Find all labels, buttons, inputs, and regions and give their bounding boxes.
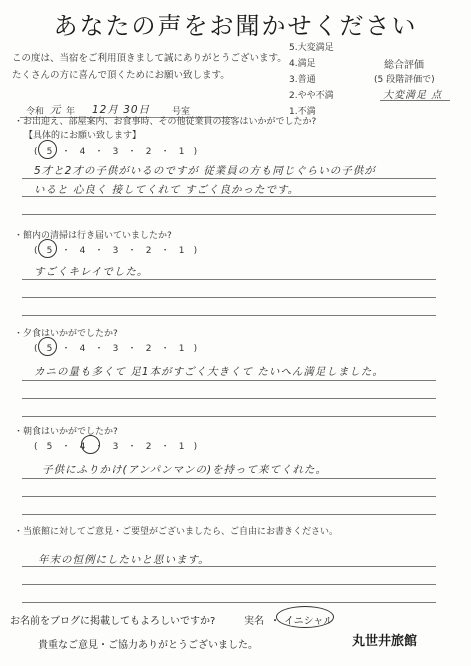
answer-line [22,514,436,515]
rating-option[interactable]: 4 [79,147,86,157]
answer-text-breakfast: 子供にふりかけ(アンパンマンの)を持って来てくれた。 [42,464,328,476]
rating-option[interactable]: 3 [112,344,119,354]
room-label: 号室 [172,107,191,117]
inn-name: 丸世井旅館 [352,634,418,649]
answer-text-cleaning: すごくキレイでした。 [34,266,149,278]
rating-option[interactable]: 5 [46,344,53,354]
rating-option[interactable]: 3 [112,147,119,157]
answer-line [22,602,436,603]
rating-option[interactable]: 5 [46,147,53,157]
answer-text-requests: 年末の恒例にしたいと思います。 [38,554,210,566]
rating-option[interactable]: 1 [178,246,185,256]
answer-line [22,566,436,567]
rating-row-staff: ( 5 ・ 4 ・ 3 ・ 2 ・ 1 ) [34,147,198,157]
selected-rating-circle [38,239,57,258]
answer-line [22,398,436,399]
date-month-day: 12月 30日 [92,104,151,116]
rating-option[interactable]: 2 [145,147,152,157]
rating-option[interactable]: 4 [79,442,86,452]
page-title: あなたの声をお聞かせください [53,12,418,40]
answer-line [22,380,436,381]
rating-option[interactable]: 4 [79,344,86,354]
scale-item-4: 4.満足 [289,59,316,69]
selected-rating-circle [81,435,100,454]
rating-row-breakfast: ( 5 ・ 4 ・ 3 ・ 2 ・ 1 ) [34,442,198,452]
rating-option[interactable]: 2 [145,442,152,452]
answer-line [22,315,436,316]
intro-line-1: この度は、当宿をご利用頂きまして誠にありがとうございます。 [12,53,287,64]
question-label-staff: ・お出迎え、部屋案内、お食事時、その他従業員の接客はいかがでしたか? [14,117,317,127]
rating-option[interactable]: 5 [46,246,53,256]
detail-prompt: 【具体的にお願い致します】 [24,131,142,141]
name-option-real[interactable]: 実名 [244,616,264,627]
answer-line [22,478,436,479]
overall-underline [380,100,450,101]
rating-option[interactable]: 2 [145,344,152,354]
rating-option[interactable]: 1 [178,147,185,157]
rating-row-cleaning: ( 5 ・ 4 ・ 3 ・ 2 ・ 1 ) [34,246,198,256]
thanks-text: 貴重なご意見・ご協力ありがとうございました。 [38,640,258,651]
answer-line [22,496,436,497]
rating-option[interactable]: 5 [46,442,53,452]
answer-line [22,416,436,417]
question-label-breakfast: ・朝食はいかがでしたか? [14,427,118,437]
date-year: 元 [50,104,62,116]
name-option-initial[interactable]: イニシャル [284,616,334,627]
rating-option[interactable]: 4 [79,246,86,256]
answer-line [22,279,436,280]
overall-sub-label: (5 段階評価で) [374,75,435,85]
rating-option[interactable]: 1 [178,344,185,354]
rating-option[interactable]: 3 [112,442,119,452]
question-label-cleaning: ・館内の清掃は行き届いていましたか? [14,231,172,241]
scale-item-5: 5.大変満足 [289,43,334,53]
question-label-dinner: ・夕食はいかがでしたか? [14,329,118,339]
question-label-requests: ・当旅館に対してご意見・ご要望がございましたら、ご自由にお書きください。 [14,527,339,537]
scale-item-3: 3.普通 [289,75,316,85]
blog-question: お名前をブログに掲載してもよろしいですか? [10,616,216,627]
rating-option[interactable]: 3 [112,246,119,256]
answer-text-staff-1: 5才と2才の子供がいるのですが 従業員の方も同じぐらいの子供が [34,165,376,177]
selected-rating-circle [38,337,57,356]
selected-name-option-circle [276,606,334,628]
rating-option[interactable]: 1 [178,442,185,452]
answer-line [22,178,436,179]
answer-line [22,214,436,215]
name-option-separator: ・ [270,616,280,627]
answer-text-dinner: カニの量も多くて 足1本がすごく大きくて たいへん満足しました。 [34,366,384,378]
overall-value: 大変満足 点 [383,90,443,101]
overall-label: 総合評価 [384,60,424,71]
date-era: 令和 [26,107,45,117]
rating-row-dinner: ( 5 ・ 4 ・ 3 ・ 2 ・ 1 ) [34,344,198,354]
intro-line-2: たくさんの方に喜んで頂くためにお願い致します。 [12,70,230,81]
scale-item-1: 1.不満 [289,107,316,117]
answer-line [22,584,436,585]
rating-option[interactable]: 2 [145,246,152,256]
answer-text-staff-2: いると 心良く 接してくれて すごく良かったです。 [34,184,300,196]
scale-item-2: 2.やや不満 [289,91,334,101]
selected-rating-circle [38,140,57,159]
answer-line [22,297,436,298]
date-year-unit: 年 [66,107,76,117]
